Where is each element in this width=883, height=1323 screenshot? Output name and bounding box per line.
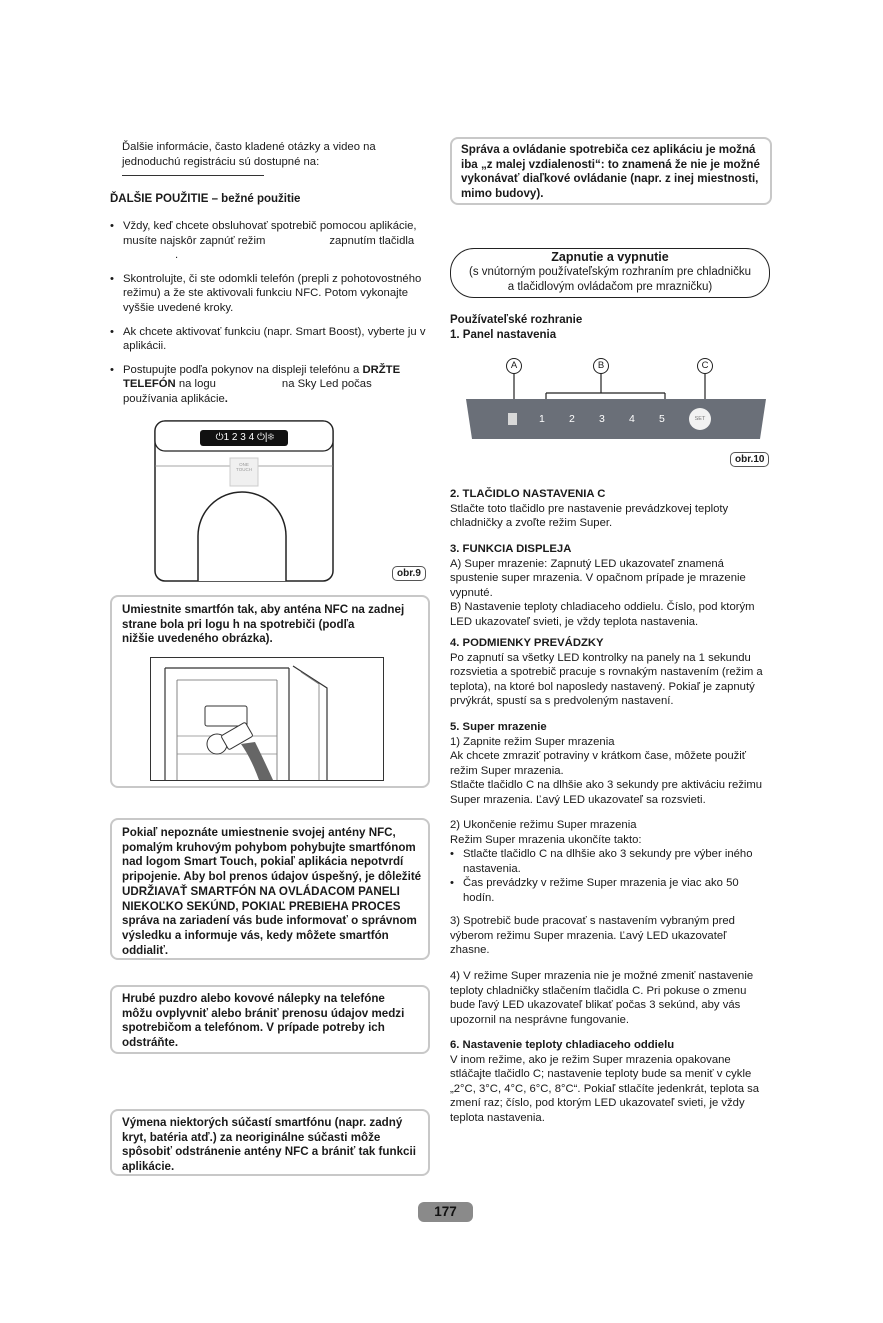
info-box-part-replacement: Výmena niektorých súčastí smartfónu (napr. zadný kryt, batéria atď.) za neoriginálne súčasti môže spôsobiť odstránenie antény NFC a brániť tak funkcii aplikácie. xyxy=(110,1109,430,1176)
callout-a: A xyxy=(506,358,522,374)
list-item: • Vždy, keď chcete obsluhovať spotrebič pomocou aplikácie, musíte najskôr zapnúť režim zapnutím tlačidla . xyxy=(110,219,430,263)
info-box-phone-case: Hrubé puzdro alebo kovové nálepky na telefóne môžu ovplyvniť alebo brániť prenosu údajov medzi spotrebičom a telefónom. V prípade potreby ich odstráňte. xyxy=(110,985,430,1054)
on-off-heading: Zapnutie a vypnutie (s vnútorným používateľským rozhraním pre chladničku a tlačidlovým ovládačom pre mrazničku) xyxy=(450,248,770,298)
info-box-nfc-unknown: Pokiaľ nepoznáte umiestnenie svojej antény NFC, pomalým kruhovým pohybom pohybujte smartfónom nad logom Smart Touch, pokiaľ aplikácia nepotvrdí pripojenie. Aby bol prenos údajov úspešný, je dôležité UDRŽIAVAŤ SMARTFÓN NA OVLÁDACOM PANELI NIEKOĽKO SEKÚND, POKIAĽ PREBIEHA PROCES správa na zariadení vás bude informovať o správnom výsledku a informuje vás, kedy môžete smartfón oddialiť. xyxy=(110,818,430,960)
section-super-freeze-exit: 2) Ukončenie režimu Super mrazenia Režim Super mrazenia ukončíte takto: • Stlačte tlačidlo C na dlhšie ako 3 sekundy pre výber iného nastavenia. • Čas prevádzky v režime Super mrazenia je viac ako 50 hodín. xyxy=(450,818,775,906)
section-super-freeze-restore: 3) Spotrebič bude pracovať s nastavením vybraným pred výberom režimu Super mrazenia. Ľavý LED ukazovateľ zhasne. xyxy=(450,915,735,957)
fridge-illustration xyxy=(150,418,430,586)
section-fridge-temperature: 6. Nastavenie teploty chladiaceho oddielu V inom režime, ako je režim Super mrazenia opakovane stláčajte tlačidlo C; nastavenie teploty bude sa meniť v cykle „2°C, 3°C, 4°C, 6°C, 8°C“. Pokiaľ stlačíte jedenkrát, teplota sa zmení raz; číslo, pod ktorým LED ukazovateľ svieti, je vždy teplota nastavenia. xyxy=(450,1039,760,1124)
list-item: • Čas prevádzky v režime Super mrazenia je viac ako 50 hodín. xyxy=(450,876,775,905)
fridge-display-readout: ⏻1 2 3 4 ⏻|❄ xyxy=(215,432,275,443)
section-super-freeze: 5. Super mrazenie 1) Zapnite režim Super mrazenia Ak chcete zmraziť potraviny v krátkom čase, môžete použiť režim Super mrazenia. Stlačte tlačidlo C na dlhšie ako 3 sekundy pre aktiváciu režimu Super mrazenia. Ľavý LED ukazovateľ sa rozsvieti. xyxy=(450,721,763,806)
figure-label: obr.9 xyxy=(392,566,426,581)
set-button[interactable]: SET xyxy=(694,416,706,422)
section-super-freeze-lock: 4) V režime Super mrazenia nie je možné zmeniť nastavenie teploty chladničky stlačením tlačidla C. Pri pokuse o zmenu bude ľavý LED ukazovateľ blikať počas 3 sekúnd, aby vás upozornil na nesprávne fungovanie. xyxy=(450,970,754,1026)
bullet-list xyxy=(110,219,430,407)
figure-label: obr.10 xyxy=(730,452,769,467)
info-box-nfc-position: Umiestnite smartfón tak, aby anténa NFC na zadnej strane bola pri logu h na spotrebiči (podľa nižšie uvedeného obrázka). xyxy=(110,595,430,788)
url-underline xyxy=(122,175,264,176)
section-heading: ĎALŠIE POUŽITIE – bežné použitie xyxy=(110,193,301,205)
section-display-function: 3. FUNKCIA DISPLEJA A) Super mrazenie: Zapnutý LED ukazovateľ znamená spustenie super mrazenia. V opačnom prípade je mrazenie vypnuté. B) Nastavenie teploty chladiaceho oddielu. Číslo, pod ktorým LED ukazovateľ svieti, je vždy teplota nastavenia. xyxy=(450,543,755,628)
info-box-short-range: Správa a ovládanie spotrebiča cez aplikáciu je možná iba „z malej vzdialenosti“: to znamená že nie je možné vykonávať diaľkové ovládanie (napr. z inej miestnosti, mimo budovy). xyxy=(450,137,772,205)
list-item: • Stlačte tlačidlo C na dlhšie ako 3 sekundy pre výber iného nastavenia. xyxy=(450,847,775,876)
one-touch-logo: ONE TOUCH xyxy=(236,462,252,472)
callout-c: C xyxy=(697,358,713,374)
section-setting-button: 2. TLAČIDLO NASTAVENIA C Stlačte toto tlačidlo pre nastavenie prevádzkovej teploty chladničky a zvoľte režim Super. xyxy=(450,488,729,530)
list-item: • Skontrolujte, či ste odomkli telefón (prepli z pohotovostného režimu) a že ste aktivovali funkciu NFC. Potom vykonajte vyššie uvedené kroky. xyxy=(110,272,430,316)
intro-text: Ďalšie informácie, často kladené otázky a video na jednoduchú registráciu sú dostupné na: xyxy=(122,141,376,168)
ui-heading: Používateľské rozhranie 1. Panel nastavenia xyxy=(450,314,583,341)
list-item: • Postupujte podľa pokynov na displeji telefónu a DRŽTE TELEFÓN na logu na Sky Led počas používania aplikácie. xyxy=(110,363,430,407)
control-panel-figure: A B C 1 2 3 4 5 SET xyxy=(460,355,770,440)
page-number: 177 xyxy=(418,1202,473,1222)
callout-b: B xyxy=(593,358,609,374)
nfc-placement-illustration xyxy=(150,657,384,781)
list-item: • Ak chcete aktivovať funkciu (napr. Smart Boost), vyberte ju v aplikácii. xyxy=(110,325,430,354)
section-operating-conditions: 4. PODMIENKY PREVÁDZKY Po zapnutí sa všetky LED kontrolky na panely na 1 sekundu rozsvietia a spotrebič pracuje s rovnakým nastavením (režim a teplota), na ktoré bol naposledy nastavený. Pokiaľ je zapnutý prvýkrát, spustí sa s predvoleným nastavení. xyxy=(450,637,763,708)
